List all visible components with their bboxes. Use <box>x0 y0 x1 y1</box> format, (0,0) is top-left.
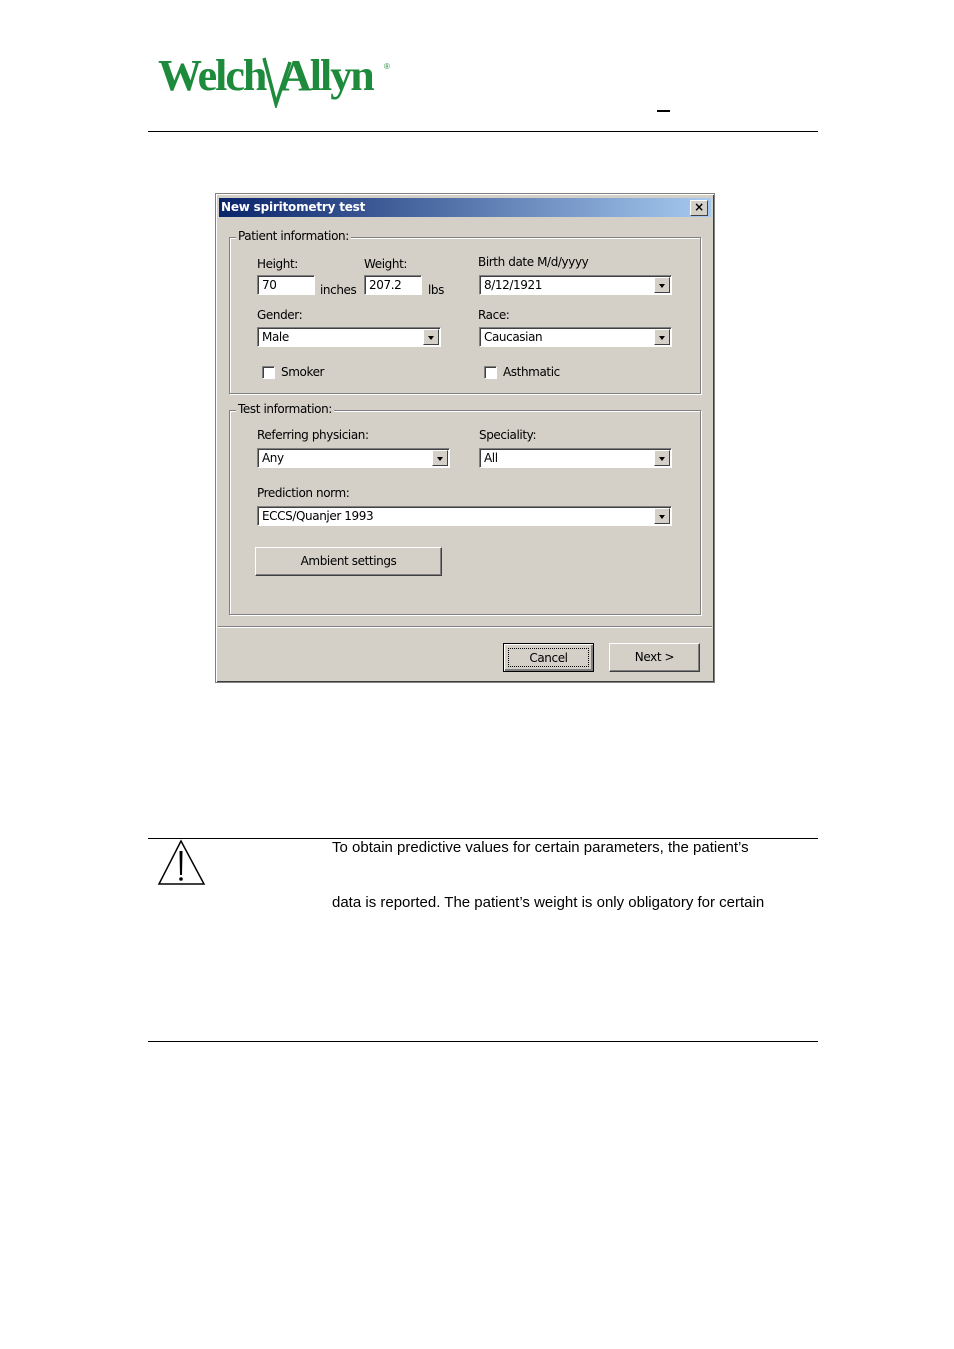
chevron-down-icon[interactable] <box>654 329 670 345</box>
prediction-norm-label: Prediction norm: <box>257 486 350 500</box>
warning-triangle-icon <box>157 838 207 888</box>
referring-physician-select[interactable] <box>257 448 450 468</box>
ambient-settings-button[interactable]: Ambient settings <box>255 547 442 576</box>
logo-text-welch: Welch <box>158 51 266 100</box>
footer-separator <box>218 626 712 628</box>
header-dash <box>657 110 670 112</box>
new-spirometry-test-dialog <box>215 193 715 683</box>
weight-unit: lbs <box>428 283 445 297</box>
dialog-titlebar[interactable] <box>219 198 711 217</box>
height-unit: inches <box>320 283 357 297</box>
weight-value: 207.2 <box>369 278 402 292</box>
prediction-norm-value: ECCS/Quanjer 1993 <box>262 509 374 523</box>
height-input[interactable] <box>257 275 315 295</box>
speciality-value: All <box>484 451 498 465</box>
chevron-down-icon[interactable] <box>423 329 439 345</box>
referring-physician-label: Referring physician: <box>257 428 369 442</box>
caution-text-line-2: data is reported. The patient’s weight is only obligatory for certain <box>332 894 765 911</box>
caution-bottom-rule <box>148 1041 818 1042</box>
birthdate-label: Birth date M/d/yyyy <box>478 255 589 269</box>
referring-physician-value: Any <box>262 451 284 465</box>
patient-information-group <box>229 229 701 394</box>
weight-input[interactable] <box>364 275 422 295</box>
cancel-button-label: Cancel <box>508 648 589 667</box>
asthmatic-checkbox[interactable] <box>484 366 497 379</box>
weight-label: Weight: <box>364 257 408 271</box>
header-rule <box>148 131 818 132</box>
registered-mark: ® <box>384 62 390 71</box>
dialog-title: New spiritometry test <box>221 200 366 214</box>
smoker-checkbox[interactable] <box>262 366 275 379</box>
gender-label: Gender: <box>257 308 303 322</box>
prediction-norm-select[interactable] <box>257 506 672 526</box>
speciality-select[interactable] <box>479 448 672 468</box>
smoker-label[interactable]: Smoker <box>281 365 325 379</box>
test-information-group <box>229 402 701 615</box>
birthdate-value: 8/12/1921 <box>484 278 542 292</box>
asthmatic-label[interactable]: Asthmatic <box>503 365 560 379</box>
patient-information-label: Patient information: <box>238 229 349 243</box>
chevron-down-icon[interactable] <box>654 450 670 466</box>
chevron-down-icon[interactable] <box>654 508 670 524</box>
close-button[interactable]: × <box>690 200 708 216</box>
race-select[interactable] <box>479 327 672 347</box>
height-label: Height: <box>257 257 298 271</box>
chevron-down-icon[interactable] <box>432 450 448 466</box>
test-information-label: Test information: <box>238 402 332 416</box>
race-label: Race: <box>478 308 510 322</box>
gender-select[interactable] <box>257 327 441 347</box>
race-value: Caucasian <box>484 330 543 344</box>
gender-value: Male <box>262 330 289 344</box>
birthdate-picker[interactable] <box>479 275 672 295</box>
caution-text-line-1: To obtain predictive values for certain parameters, the patient’s <box>332 839 749 856</box>
next-button[interactable]: Next > <box>609 643 700 672</box>
chevron-down-icon[interactable] <box>654 277 670 293</box>
cancel-button[interactable] <box>503 643 594 672</box>
height-value: 70 <box>262 278 277 292</box>
speciality-label: Speciality: <box>479 428 537 442</box>
welch-allyn-logo <box>158 52 398 108</box>
logo-text-allyn: Allyn <box>280 51 373 100</box>
